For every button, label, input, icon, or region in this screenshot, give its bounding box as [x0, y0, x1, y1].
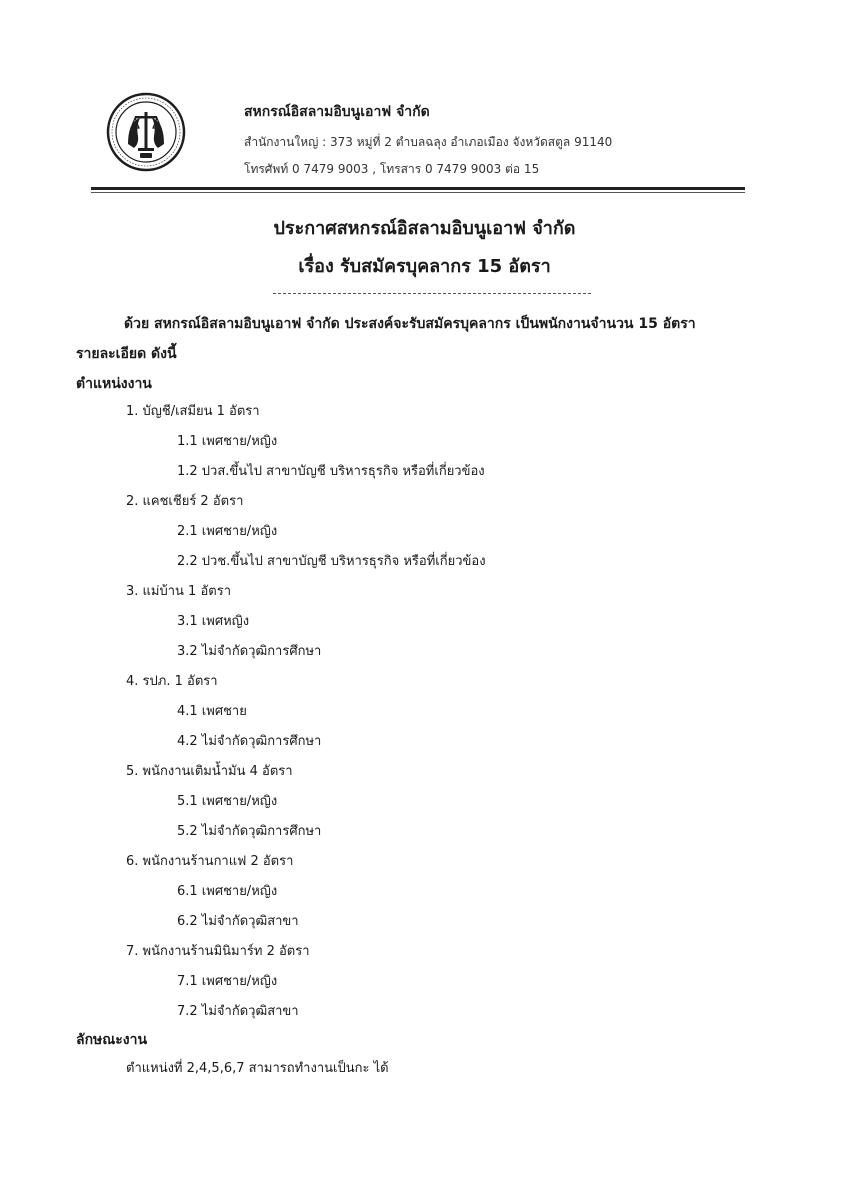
position-requirement: 6.2 ไม่จำกัดวุฒิสาขา: [177, 914, 299, 929]
intro-paragraph-continued: รายละเอียด ดังนี้: [76, 346, 177, 362]
position-requirement: 4.2 ไม่จำกัดวุฒิการศึกษา: [177, 734, 322, 749]
job-nature-heading: ลักษณะงาน: [76, 1032, 148, 1048]
position-item: [0, 672, 849, 762]
position-item: [0, 492, 849, 582]
position-title: 1. บัญชี/เสมียน 1 อัตรา: [126, 404, 260, 419]
position-requirement: 1.2 ปวส.ขึ้นไป สาขาบัญชี บริหารธุรกิจ หรือที่เกี่ยวข้อง: [177, 464, 485, 479]
position-requirement: 7.2 ไม่จำกัดวุฒิสาขา: [177, 1004, 299, 1019]
cooperative-seal-logo: [106, 92, 186, 172]
position-requirement: 6.1 เพศชาย/หญิง: [177, 884, 278, 899]
position-title: 7. พนักงานร้านมินิมาร์ท 2 อัตรา: [126, 944, 310, 959]
position-requirement: 3.2 ไม่จำกัดวุฒิการศึกษา: [177, 644, 322, 659]
position-title: 2. แคชเชียร์ 2 อัตรา: [126, 494, 244, 509]
position-requirement: 7.1 เพศชาย/หญิง: [177, 974, 278, 989]
positions-list: [0, 402, 849, 1032]
position-requirement: 2.1 เพศชาย/หญิง: [177, 524, 278, 539]
position-title: 3. แม่บ้าน 1 อัตรา: [126, 584, 231, 599]
letterhead-divider-thick: [91, 187, 745, 190]
position-requirement: 5.1 เพศชาย/หญิง: [177, 794, 278, 809]
job-nature-text: ตำแหน่งที่ 2,4,5,6,7 สามารถทำงานเป็นกะ ได้: [126, 1061, 389, 1076]
org-name: สหกรณ์อิสลามอิบนูเอาฟ จำกัด: [244, 104, 430, 120]
announcement-subject: เรื่อง รับสมัครบุคลากร 15 อัตรา: [298, 256, 551, 277]
position-item: [0, 582, 849, 672]
org-address: สำนักงานใหญ่ : 373 หมู่ที่ 2 ตำบลฉลุง อำเภอเมือง จังหวัดสตูล 91140: [244, 135, 613, 149]
letterhead-divider-thin: [91, 192, 745, 193]
position-requirements: [0, 882, 849, 942]
position-item: [0, 762, 849, 852]
position-requirements: [0, 972, 849, 1032]
position-requirements: [0, 792, 849, 852]
position-requirement: 1.1 เพศชาย/หญิง: [177, 434, 278, 449]
announcement-title: ประกาศสหกรณ์อิสลามอิบนูเอาฟ จำกัด: [273, 218, 576, 239]
position-item: [0, 942, 849, 1032]
position-requirements: [0, 432, 849, 492]
position-requirements: [0, 612, 849, 672]
position-requirements: [0, 702, 849, 762]
letterhead: [244, 102, 612, 178]
intro-paragraph: ด้วย สหกรณ์อิสลามอิบนูเอาฟ จำกัด ประสงค์จะรับสมัครบุคลากร เป็นพนักงานจำนวน 15 อัตรา: [124, 316, 696, 332]
position-item: [0, 402, 849, 492]
positions-heading: ตำแหน่งงาน: [76, 376, 152, 392]
position-title: 4. รปภ. 1 อัตรา: [126, 674, 218, 689]
position-requirement: 4.1 เพศชาย: [177, 704, 247, 719]
position-requirement: 3.1 เพศหญิง: [177, 614, 250, 629]
position-title: 6. พนักงานร้านกาแฟ 2 อัตรา: [126, 854, 294, 869]
position-requirement: 5.2 ไม่จำกัดวุฒิการศึกษา: [177, 824, 322, 839]
position-requirement: 2.2 ปวช.ขึ้นไป สาขาบัญชี บริหารธุรกิจ หรือที่เกี่ยวข้อง: [177, 554, 486, 569]
position-title: 5. พนักงานเติมน้ำมัน 4 อัตรา: [126, 764, 293, 779]
org-contact: โทรศัพท์ 0 7479 9003 , โทรสาร 0 7479 9003 ต่อ 15: [244, 162, 540, 176]
position-item: [0, 852, 849, 942]
title-divider: [273, 293, 591, 294]
position-requirements: [0, 522, 849, 582]
